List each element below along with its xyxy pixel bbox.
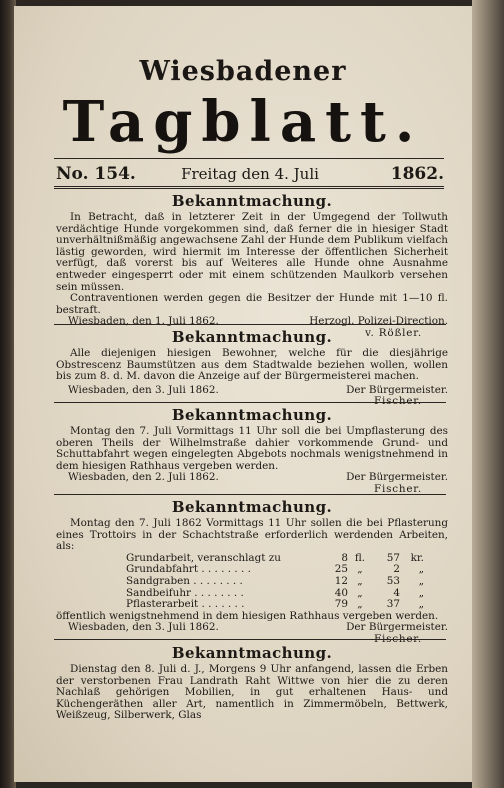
cost-row: Grundarbeit, veranschlagt zu 8 fl. 57 kr. <box>126 551 424 564</box>
page-edge <box>472 0 504 788</box>
notice-signer: Fischer. <box>373 395 422 408</box>
issue-date: Freitag den 4. Juli <box>181 165 319 183</box>
notice-place-date: Wiesbaden, den 3. Juli 1862. <box>68 621 219 634</box>
newspaper-page <box>14 6 472 782</box>
notice-heading: Bekanntmachung. <box>171 644 333 662</box>
issue-year: 1862. <box>390 164 444 184</box>
notice-text: Montag den 7. Juli 1862 Vormittags 11 Uhr sollen die bei Pflasterung eines Trottoirs in der Schachtstraße erforderlich werdenden Arbeiten, als: <box>56 517 448 553</box>
separator <box>54 402 446 403</box>
notice-paving-wilhelmstrasse <box>56 406 448 496</box>
separator <box>54 639 446 640</box>
masthead-title: Tagblatt. <box>62 89 424 155</box>
notice-heading: Bekanntmachung. <box>171 498 333 516</box>
separator <box>54 324 446 325</box>
notice-authority: Der Bürgermeister. <box>346 383 448 396</box>
notice-text: Contraventionen werden gegen die Besitzer der Hunde mit 1—10 fl. bestraft. <box>56 292 448 316</box>
notice-heading: Bekanntmachung. <box>171 328 333 346</box>
notice-authority: Herzogl. Polizei-Direction. <box>309 315 448 328</box>
rule-top <box>54 158 444 159</box>
notice-text: Alle diejenigen hiesigen Bewohner, welche für die diesjährige Obstrescenz Baumstützen aus dem Stadtwalde beziehen wollen, wollen bis zum 8. d. M. davon die Anzeige auf der Bürgermeisterei machen. <box>56 347 448 383</box>
notice-authority: Der Bürgermeister. <box>346 471 448 484</box>
notice-text: Montag den 7. Juli Vormittags 11 Uhr soll die bei Umpflasterung des oberen Theils der Wilhelmstraße dahier vorkommende Grund- und Schuttabfahrt wegen eingelegten Abgebots nochmals wenigstnehmend in dem hiesigen Rathhaus vergeben werden. <box>56 425 448 472</box>
notice-authority: Der Bürgermeister. <box>346 621 448 634</box>
notice-place-date: Wiesbaden, den 3. Juli 1862. <box>68 383 219 396</box>
issue-number: No. 154. <box>56 164 136 184</box>
notice-trottoir-schachtstrasse <box>56 498 448 646</box>
notice-place-date: Wiesbaden, den 2. Juli 1862. <box>68 471 219 484</box>
notice-text: Dienstag den 8. Juli d. J., Morgens 9 Uhr anfangend, lassen die Erben der verstorbenen Frau Landrath Raht Wittwe von hier die zu deren Nachlaß gehörigen Mobilien, in gut erhaltenen Haus- und Küchengeräthen aller Art, namentlich in Zimmermöbeln, Bettwerk, Weißzeug, Silberwerk, Glas <box>56 663 448 722</box>
notice-signer: Fischer. <box>373 482 422 495</box>
rule-double <box>54 186 444 189</box>
notice-signer: Fischer. <box>373 632 422 645</box>
notice-heading: Bekanntmachung. <box>171 192 333 210</box>
cost-row: Sandbeifuhr . . . . . . . . 40 „ 4 „ <box>126 586 424 599</box>
notice-estate-auction <box>56 644 448 722</box>
cost-row: Sandgraben . . . . . . . . 12 „ 53 „ <box>126 574 424 587</box>
notice-tree-supports <box>56 328 448 408</box>
cost-row: Pflasterarbeit . . . . . . . 79 „ 37 „ <box>126 598 424 611</box>
dateline <box>56 162 444 186</box>
notice-text: In Betracht, daß in letzterer Zeit in der Umgegend der Tollwuth verdächtige Hunde vorgekommen sind, daß ferner die in hiesiger Stadt unverhältnißmäßig angewachsene Zahl der Hunde dem Publikum vielfach lästig geworden, wird hiermit im Interesse der öffentlichen Sicherheit verfügt, daß vorerst bis auf Weiteres alle Hunde ohne Ausnahme entweder eingesperrt oder mit einem schützenden Maulkorb versehen sein müssen. <box>56 211 448 293</box>
cost-row: Grundabfahrt . . . . . . . . 25 „ 2 „ <box>126 563 424 576</box>
notice-rabies-dogs <box>56 192 448 340</box>
cost-table <box>126 553 426 611</box>
masthead <box>14 56 472 87</box>
notice-place-date: Wiesbaden, den 1. Juli 1862. <box>68 315 219 328</box>
separator <box>54 494 446 495</box>
notice-heading: Bekanntmachung. <box>171 406 333 424</box>
masthead-top: Wiesbadener <box>139 56 347 87</box>
notice-signer: v. Rößler. <box>365 326 422 339</box>
notice-text: öffentlich wenigstnehmend in dem hiesigen Rathhaus vergeben werden. <box>56 609 439 622</box>
